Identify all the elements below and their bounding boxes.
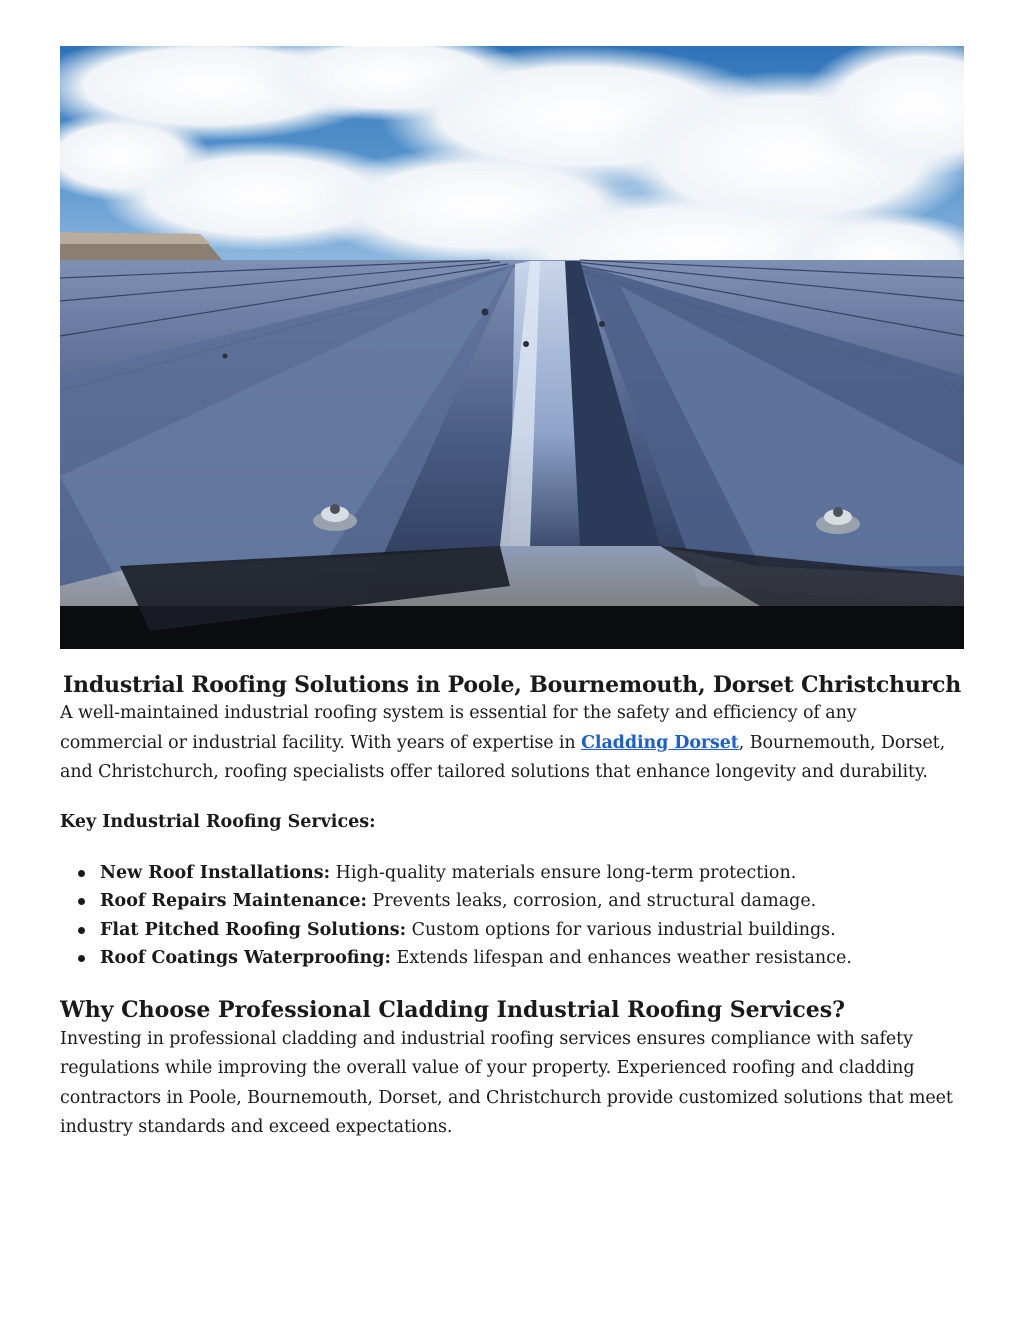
service-description: Custom options for various industrial buildings. (406, 919, 836, 940)
document-page (60, 46, 964, 1143)
roof-photo (60, 46, 964, 649)
intro-text-before-link: A well-maintained industrial roofing system is essential for the safety and efficiency of any commercial or industrial facility. With years of expertise in (60, 703, 857, 753)
services-heading: Key Industrial Roofing Services: (60, 811, 376, 832)
service-description: Extends lifespan and enhances weather resistance. (390, 948, 852, 968)
why-choose-paragraph: Investing in professional cladding and industrial roofing services ensures compliance with safety regulations while improving the overall value of your property. Experienced roofing and cladding contractors in Poole, Bournemouth, Dorset, and Christchurch provide customized solutions that meet industry standards and exceed expectations. (60, 1028, 953, 1137)
service-label: Flat Pitched Roofing Solutions: (100, 919, 407, 940)
page-title: Industrial Roofing Solutions in Poole, Bournemouth, Dorset Christchurch (62, 672, 962, 698)
list-item (100, 859, 964, 888)
why-choose-heading: Why Choose Professional Cladding Industrial Roofing Services? (60, 996, 846, 1023)
cladding-dorset-link[interactable]: Cladding Dorset (581, 732, 739, 753)
service-label: New Roof Installations: (100, 862, 331, 883)
list-item (100, 916, 964, 945)
intro-text-after-link: , Bournemouth, Dorset, and Christchurch, roofing specialists offer tailored solutions that enhance longevity and durability. (60, 732, 946, 782)
service-label: Roof Repairs Maintenance: (100, 891, 367, 911)
bullet-icon (78, 870, 85, 877)
intro-paragraph (60, 699, 964, 788)
bullet-icon (78, 898, 85, 905)
list-item (100, 944, 964, 973)
services-list (60, 859, 964, 973)
bullet-icon (78, 927, 85, 934)
service-description: Prevents leaks, corrosion, and structural damage. (366, 891, 817, 911)
service-label: Roof Coatings Waterproofing: (100, 948, 391, 968)
service-description: High-quality materials ensure long-term protection. (330, 862, 797, 883)
roof-photo-icon (60, 46, 964, 649)
bullet-icon (78, 955, 85, 962)
list-item (100, 887, 964, 916)
